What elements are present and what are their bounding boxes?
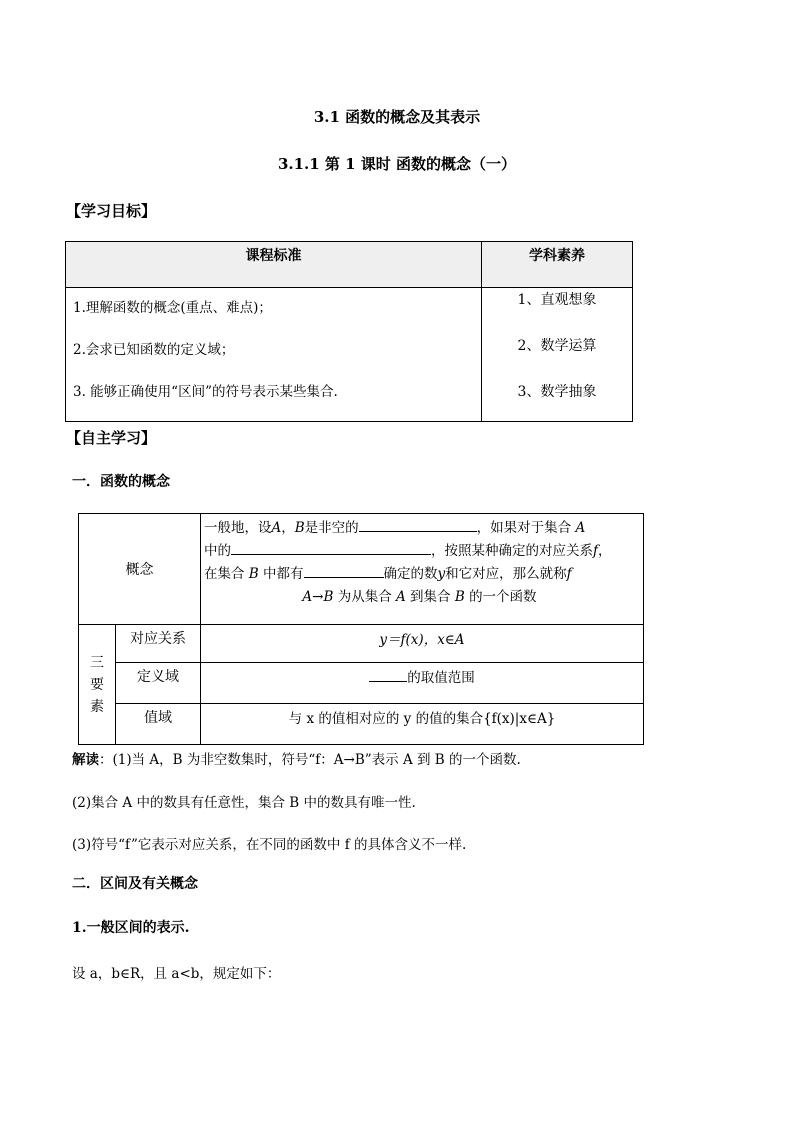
section-2-heading: 二．区间及有关概念: [72, 876, 198, 892]
blank-field: [231, 540, 431, 555]
literacy-cell: [482, 288, 633, 422]
page-title: 3.1 函数的概念及其表示: [313, 108, 481, 126]
literacy-item: 1、直观想象: [517, 292, 597, 308]
interval-setup: 设 a，b∈R，且 a<b，规定如下：: [72, 966, 281, 982]
element-value: 的取值范围: [201, 663, 644, 704]
standard-item: 3. 能够正确使用“区间”的符号表示某些集合.: [73, 384, 338, 400]
element-value: y＝f(x)，x∈A: [201, 625, 644, 663]
function-concept-table: [78, 513, 644, 745]
standard-item: 1.理解函数的概念(重点、难点)；: [73, 300, 272, 316]
standards-cell: [66, 288, 482, 422]
explanation-1: 解读：(1)当 A，B 为非空数集时，符号“f：A→B”表示 A 到 B 的一个函数.: [72, 752, 521, 768]
self-study-heading: 【自主学习】: [66, 429, 157, 447]
objectives-heading: 【学习目标】: [66, 202, 157, 220]
three-elements-label: 三 要 素: [79, 625, 116, 745]
subsection-1-heading: 1.一般区间的表示.: [72, 920, 190, 936]
blank-field: [369, 667, 407, 682]
explanation-2: (2)集合 A 中的数具有任意性，集合 B 中的数具有唯一性.: [72, 795, 416, 811]
element-name: 值域: [116, 704, 201, 745]
standards-header: 课程标准: [66, 242, 482, 288]
objectives-table: [65, 241, 633, 422]
explanation-3: (3)符号“f”它表示对应关系，在不同的函数中 f 的具体含义不一样.: [72, 837, 467, 853]
page-subtitle: 3.1.1 第 1 课时 函数的概念（一）: [277, 155, 517, 173]
standard-item: 2.会求已知函数的定义域；: [73, 342, 235, 358]
concept-definition: 一般地，设A，B是非空的 ，如果对于集合 A 中的 ，按照某种确定的对应关系f， 在集合 B 中都有 确定的数y和它对应，那么就称f A→B 为从集合 A 到集合 B 的一个函数: [201, 514, 644, 625]
blank-field: [359, 517, 477, 532]
element-value: 与 x 的值相对应的 y 的值的集合{f(x)|x∈A}: [201, 704, 644, 745]
element-name: 对应关系: [116, 625, 201, 663]
section-1-heading: 一．函数的概念: [72, 474, 170, 490]
literacy-item: 2、数学运算: [517, 338, 597, 354]
blank-field: [304, 563, 384, 578]
literacy-header: 学科素养: [482, 242, 633, 288]
literacy-item: 3、数学抽象: [517, 384, 597, 400]
concept-label: 概念: [79, 514, 201, 625]
element-name: 定义域: [116, 663, 201, 704]
